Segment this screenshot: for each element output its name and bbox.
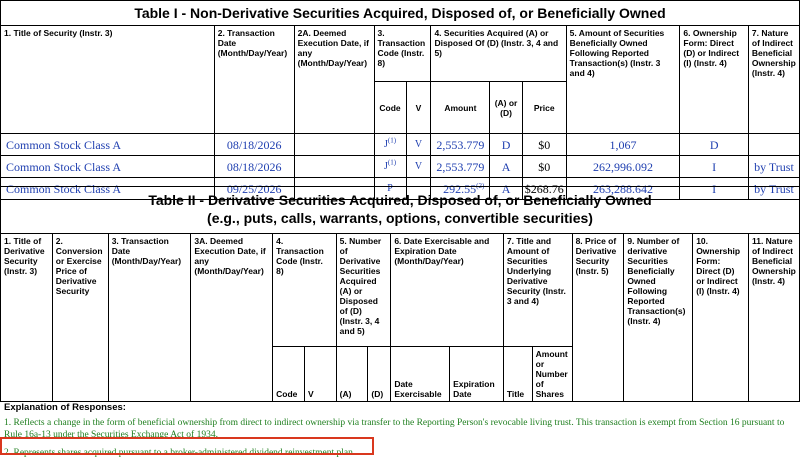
nature-ownership [748, 134, 799, 156]
col-nature-ownership: 11. Nature of Indirect Beneficial Ownership (Instr. 4) [748, 234, 799, 402]
nature-ownership: by Trust [748, 178, 799, 200]
subcol-a-or-d: (A) or (D) [490, 82, 522, 134]
amount-owned: 263,288.642 [566, 178, 680, 200]
col-deemed-execution-date: 2A. Deemed Execution Date, if any (Month/Day/Year) [294, 26, 374, 134]
amount: 292.55$^{(2)}$ [431, 178, 490, 200]
transaction-code: $J^{(1)}$ [374, 156, 406, 178]
col-title-of-security: 1. Title of Security (Instr. 3) [1, 26, 215, 134]
deemed-date [294, 156, 374, 178]
amount: 2,553.779 [431, 134, 490, 156]
footnote-ref[interactable]: (1) [387, 136, 397, 145]
v-flag: V [406, 134, 431, 156]
ownership-form: I [680, 178, 749, 200]
col-ownership-form: 10. Ownership Form: Direct (D) or Indirect (I) (Instr. 4) [693, 234, 749, 402]
footnote-2: 2. Represents shares acquired pursuant to a broker-administered dividend reinvestment plan. [4, 448, 356, 458]
col-amount-owned: 5. Amount of Securities Beneficially Owned Following Reported Transaction(s) (Instr. 3 and 4) [566, 26, 680, 134]
a-or-d: D [490, 134, 522, 156]
subcol-title: Title [503, 347, 532, 402]
subcol-price: Price [522, 82, 566, 134]
a-or-d: A [490, 156, 522, 178]
col-price-derivative: 8. Price of Derivative Security (Instr. 5) [572, 234, 624, 402]
table2-title [1, 187, 800, 234]
subcol-date-exercisable: Date Exercisable [391, 347, 450, 402]
v-flag: V [406, 156, 431, 178]
price: $268.76 [522, 178, 566, 200]
table-row [1, 156, 800, 178]
transaction-code: P [374, 178, 406, 200]
transaction-date: 08/18/2026 [214, 134, 294, 156]
transaction-date: 09/25/2026 [214, 178, 294, 200]
subcol-expiration-date: Expiration Date [450, 347, 504, 402]
subcol-code: Code [374, 82, 406, 134]
subcol-a: (A) [336, 347, 368, 402]
deemed-date [294, 134, 374, 156]
security-title: Common Stock Class A [1, 178, 215, 200]
col-deemed-execution-date: 3A. Deemed Execution Date, if any (Month/Day/Year) [191, 234, 273, 402]
highlight-box [0, 437, 374, 455]
col-title-derivative: 1. Title of Derivative Security (Instr. 3) [1, 234, 53, 402]
col-number-owned: 9. Number of derivative Securities Beneficially Owned Following Reported Transaction(s) (Instr. 4) [624, 234, 693, 402]
footnote-ref[interactable]: (2) [476, 181, 485, 190]
table1-title: Table I - Non-Derivative Securities Acquired, Disposed of, or Beneficially Owned [1, 1, 800, 26]
col-transaction-date: 2. Transaction Date (Month/Day/Year) [214, 26, 294, 134]
footnote-ref[interactable]: (1) [387, 158, 397, 167]
price: $0 [522, 134, 566, 156]
col-conversion-price: 2. Conversion or Exercise Price of Derivative Security [52, 234, 108, 402]
col-ownership-form: 6. Ownership Form: Direct (D) or Indirect (I) (Instr. 4) [680, 26, 749, 134]
table2-title-line1: Table II - Derivative Securities Acquired, Disposed of, or Beneficially Owned [148, 192, 652, 208]
a-or-d: A [490, 178, 522, 200]
ownership-form: I [680, 156, 749, 178]
col-transaction-code: 4. Transaction Code (Instr. 8) [273, 234, 337, 347]
table-derivative [0, 186, 800, 402]
table2-title-line2: (e.g., puts, calls, warrants, options, convertible securities) [207, 210, 593, 226]
table-non-derivative [0, 0, 800, 200]
table-row [1, 134, 800, 156]
subcol-v: V [305, 347, 337, 402]
nature-ownership: by Trust [748, 156, 799, 178]
explanation-title: Explanation of Responses: [4, 402, 126, 413]
amount: 2,553.779 [431, 156, 490, 178]
subcol-code: Code [273, 347, 305, 402]
subcol-d: (D) [368, 347, 391, 402]
ownership-form: D [680, 134, 749, 156]
transaction-date: 08/18/2026 [214, 156, 294, 178]
footnote-1: 1. Reflects a change in the form of beneficial ownership from direct to indirect ownership via transfer to the Reporting Person's revocable living trust. This transaction is exempt from Section 16 pursuant to Rule 16a-13 under the Securities Exchange Act of 1934. [4, 418, 785, 440]
col-securities-acquired: 4. Securities Acquired (A) or Disposed Of (D) (Instr. 3, 4 and 5) [431, 26, 566, 82]
subcol-v: V [406, 82, 431, 134]
col-date-exercisable: 6. Date Exercisable and Expiration Date (Month/Day/Year) [391, 234, 504, 347]
amount-owned: 262,996.092 [566, 156, 680, 178]
security-title: Common Stock Class A [1, 134, 215, 156]
col-nature-ownership: 7. Nature of Indirect Beneficial Ownership (Instr. 4) [748, 26, 799, 134]
col-title-amount-underlying: 7. Title and Amount of Securities Underlying Derivative Security (Instr. 3 and 4) [503, 234, 572, 347]
col-number-derivative: 5. Number of Derivative Securities Acquired (A) or Disposed of (D) (Instr. 3, 4 and 5) [336, 234, 391, 347]
security-title: Common Stock Class A [1, 156, 215, 178]
price: $0 [522, 156, 566, 178]
transaction-code: $J^{(1)}$ [374, 134, 406, 156]
amount-owned: 1,067 [566, 134, 680, 156]
subcol-amount: Amount [431, 82, 490, 134]
col-transaction-code: 3. Transaction Code (Instr. 8) [374, 26, 431, 82]
col-transaction-date: 3. Transaction Date (Month/Day/Year) [108, 234, 191, 402]
subcol-amount-shares: Amount or Number of Shares [532, 347, 572, 402]
